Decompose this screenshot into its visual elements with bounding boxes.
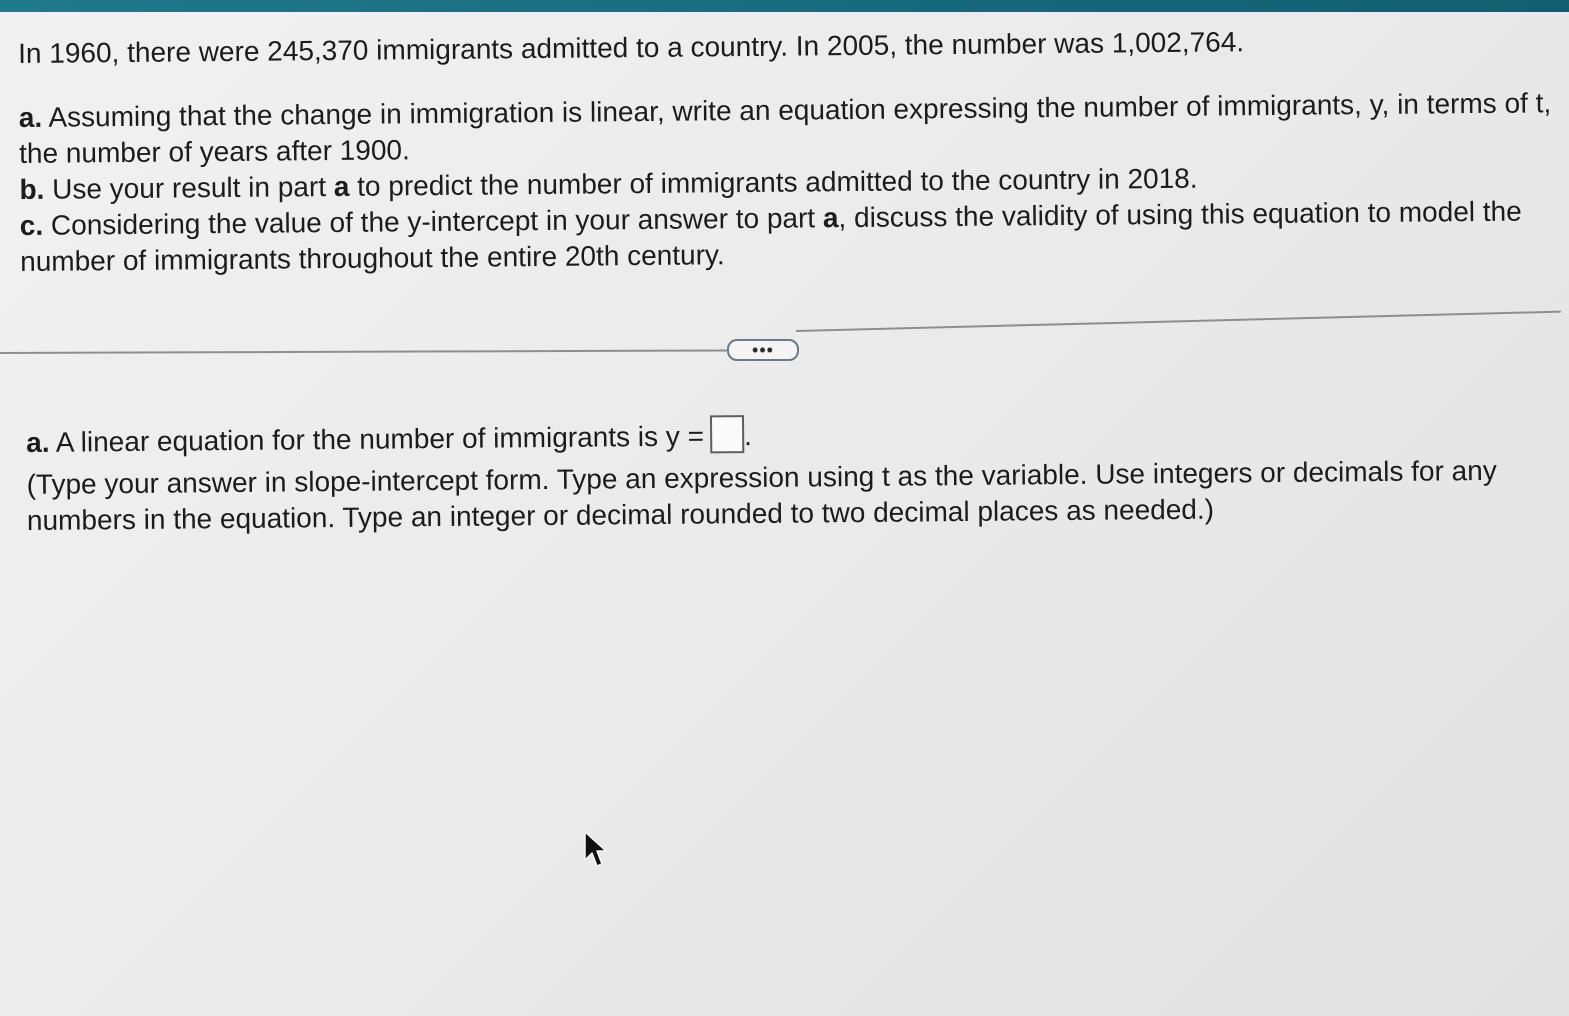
part-c-text-before: Considering the value of the y-intercept in your answer to part	[50, 202, 824, 241]
part-b-text-after: to predict the number of immigrants admitted to the country in 2018.	[349, 162, 1198, 202]
answer-part-label: a.	[26, 426, 50, 458]
part-a-label: a.	[18, 101, 43, 133]
top-header-bar	[0, 0, 1569, 12]
equation-answer-input[interactable]	[710, 415, 744, 453]
section-divider-left	[0, 349, 728, 354]
part-c-bold-ref: a	[822, 202, 839, 234]
question-text	[18, 21, 1555, 280]
section-divider-right	[796, 311, 1561, 332]
part-c-label: c.	[19, 209, 44, 241]
question-stem: In 1960, there were 245,370 immigrants admitted to a country. In 2005, the number was 1,002,764.	[18, 26, 1245, 69]
answer-period: .	[743, 420, 752, 452]
part-b-text-before: Use your result in part	[51, 170, 334, 205]
answer-instructions: (Type your answer in slope-intercept form. Type an expression using t as the variable. Use integers or decimals for any numbers in the equation. Type an integer or decimal rounded to two decimal places as needed.)	[26, 454, 1497, 536]
expand-more-button[interactable]: •••	[727, 339, 799, 361]
mouse-pointer-icon	[583, 830, 609, 870]
question-part-c	[20, 193, 1556, 280]
part-b-label: b.	[19, 173, 45, 205]
answer-prompt-row	[26, 407, 1551, 461]
part-a-text: Assuming that the change in immigration is linear, write an equation expressing the number of immigrants, y, in terms of t, the number of years after 1900.	[18, 87, 1552, 169]
part-b-bold-ref: a	[333, 170, 350, 202]
answer-prompt: A linear equation for the number of immigrants is y =	[55, 420, 705, 458]
answer-section	[26, 407, 1552, 539]
part-c-text-after: , discuss the validity of using this equation to model the number of immigrants throughout the entire 20th century.	[20, 195, 1522, 277]
